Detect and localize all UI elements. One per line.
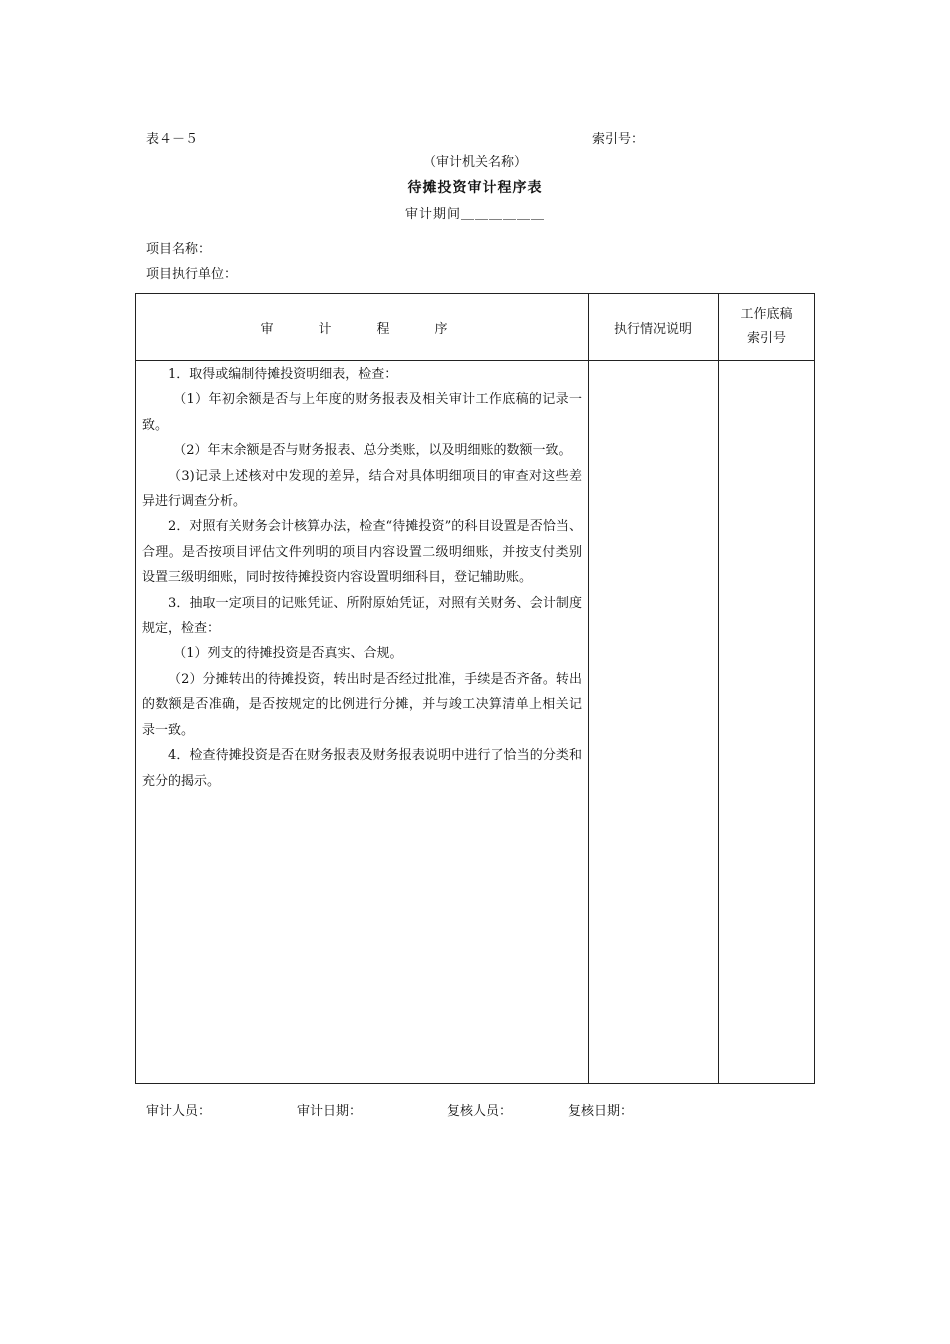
column-header-execution: 执行情况说明 <box>613 321 692 337</box>
index-number-label: 索引号： <box>592 132 645 147</box>
project-unit-label: 项目执行单位： <box>146 267 238 282</box>
procedure-paragraph: （2）年末余额是否与财务报表、总分类账，以及明细账的数额一致。 <box>173 443 572 459</box>
audit-date-label: 审计日期： <box>297 1104 363 1119</box>
column-header-workpaper-ref <box>718 294 815 360</box>
procedure-paragraph: 4．检查待摊投资是否在财务报表及财务报表说明中进行了恰当的分类和充分的揭示。 <box>142 748 582 789</box>
column-header-ref-line2: 索引号 <box>746 331 786 346</box>
procedure-paragraph: 3．抽取一定项目的记账凭证、所附原始凭证，对照有关财务、会计制度规定，检查： <box>142 595 582 637</box>
project-name-label: 项目名称： <box>146 242 212 257</box>
audit-period: 审计期间＿＿＿＿＿＿ <box>404 207 545 222</box>
form-number: 表４－５ <box>146 132 199 147</box>
header-divider <box>136 360 814 361</box>
column-divider <box>718 294 719 1083</box>
procedure-paragraph: （2）分摊转出的待摊投资，转出时是否经过批准，手续是否齐备。转出的数额是否准确，是否按规定的比例进行分摊，并与竣工决算清单上相关记录一致。 <box>142 671 582 738</box>
auditor-label: 审计人员： <box>146 1104 212 1119</box>
procedure-paragraph: 1．取得或编制待摊投资明细表，检查： <box>168 367 398 382</box>
procedure-paragraph: （1）列支的待摊投资是否真实、合规。 <box>173 646 403 662</box>
column-header-procedure: 审 计 程 序 <box>260 321 464 337</box>
audit-agency-name: （审计机关名称） <box>422 155 527 170</box>
audit-procedure-table <box>135 293 815 1084</box>
document-title: 待摊投资审计程序表 <box>407 180 543 196</box>
reviewer-label: 复核人员： <box>447 1104 513 1119</box>
procedure-content <box>142 362 582 794</box>
column-divider <box>588 294 589 1083</box>
column-header-ref-line1: 工作底稿 <box>740 307 793 322</box>
procedure-paragraph: （3)记录上述核对中发现的差异，结合对具体明细项目的审查对这些差异进行调查分析。 <box>142 468 582 510</box>
procedure-paragraph: （1）年初余额是否与上年度的财务报表及相关审计工作底稿的记录一致。 <box>142 392 582 433</box>
review-date-label: 复核日期： <box>568 1104 634 1119</box>
procedure-paragraph: 2．对照有关财务会计核算办法，检查“待摊投资”的科目设置是否恰当、合理。是否按项目评估文件列明的项目内容设置二级明细账，并按支付类别设置三级明细账，同时按待摊投资内容设置明细科目，登记辅助账。 <box>142 519 582 586</box>
